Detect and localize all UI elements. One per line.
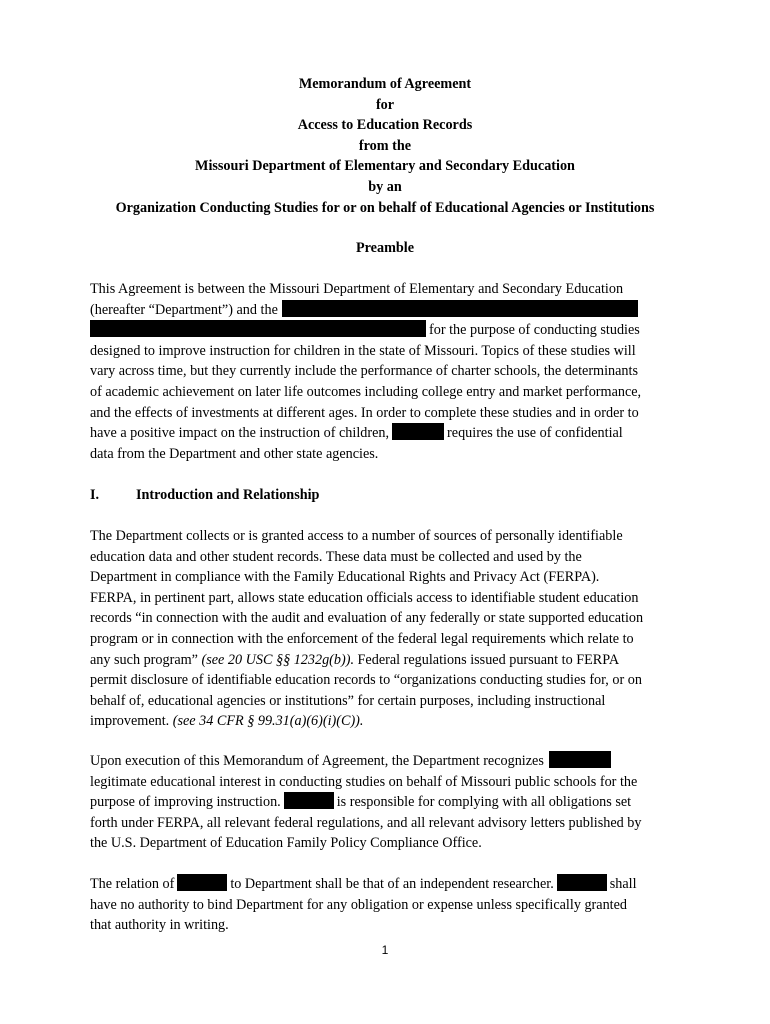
text-line: Department in compliance with the Family Educational Rights and Privacy Act (FERPA). (90, 569, 600, 586)
citation: (see 34 CFR § 99.31(a)(6)(i)(C)). (172, 713, 364, 730)
text-line: for the purpose of conducting studies (90, 320, 690, 341)
redaction-block (282, 300, 638, 317)
redaction-block (284, 792, 334, 809)
document-title (0, 74, 770, 218)
text-line: that authority in writing. (90, 917, 229, 934)
text-line: data from the Department and other state agencies. (90, 445, 379, 462)
text-line: any such program” (see 20 USC §§ 1232g(b)). Federal regulations issued pursuant to FERPA (90, 651, 620, 668)
title-line: Access to Education Records (297, 117, 473, 134)
text-line: vary across time, but they currently include the performance of charter schools, the determinants (90, 363, 638, 380)
redaction-block (177, 874, 227, 891)
text-line: forth under FERPA, all relevant federal regulations, and all relevant advisory letters published by (90, 814, 642, 831)
section-paragraph (90, 874, 690, 936)
section-heading (90, 485, 319, 506)
text-line: This Agreement is between the Missouri Department of Elementary and Secondary Education (90, 281, 624, 297)
text-line: Upon execution of this Memorandum of Agreement, the Department recognizes (90, 751, 690, 772)
text-line: FERPA, in pertinent part, allows state education officials access to identifiable student education (90, 589, 639, 606)
title-line: for (375, 96, 395, 113)
title-line: by an (368, 178, 402, 195)
title-line: Organization Conducting Studies for or on behalf of Educational Agencies or Institutions (115, 199, 655, 216)
text-line: and the effects of investments at different ages. In order to complete these studies and in order to (90, 404, 639, 421)
text-line: of academic achievement on later life outcomes including college entry and market performance, (90, 383, 642, 400)
text-line: behalf of, educational agencies or institutions” for certain purposes, including instructional (90, 692, 606, 709)
redaction-block (557, 874, 607, 891)
title-line: Missouri Department of Elementary and Secondary Education (195, 158, 575, 175)
text-line: purpose of improving instruction. is responsible for complying with all obligations set (90, 794, 632, 811)
redaction-block (90, 320, 426, 337)
title-line: from the (358, 137, 412, 154)
text-line: permit disclosure of identifiable education records to “organizations conducting studies for, or on (90, 672, 642, 689)
text-line: records “in connection with the audit and evaluation of any federally or state supported education (90, 610, 644, 627)
text-line: improvement. (see 34 CFR § 99.31(a)(6)(i)(C)). (90, 713, 364, 730)
title-line: Memorandum of Agreement (298, 76, 472, 92)
section-paragraph (90, 526, 690, 732)
citation: (see 20 USC §§ 1232g(b)). (201, 651, 354, 668)
text-line: designed to improve instruction for children in the state of Missouri. Topics of these studies will (90, 342, 636, 359)
section-paragraph (90, 751, 690, 854)
preamble-paragraph (90, 279, 690, 464)
page-number: 1 (381, 943, 389, 957)
preamble-heading: Preamble (355, 240, 415, 256)
redaction-block (549, 751, 611, 768)
redaction-block (392, 423, 444, 440)
text-line: (hereafter “Department”) and the (90, 300, 690, 321)
text-line: education data and other student records. These data must be collected and used by the (90, 548, 582, 565)
text-line: The Department collects or is granted access to a number of sources of personally identifiable (90, 528, 623, 544)
text-line: have a positive impact on the instruction of children, requires the use of confidential (90, 425, 623, 442)
text-line: The relation of to Department shall be that of an independent researcher. shall (90, 876, 637, 892)
section-number: I. (90, 487, 100, 503)
text-line: legitimate educational interest in conducting studies on behalf of Missouri public schools for the (90, 773, 638, 790)
text-line: program or in connection with the enforcement of the federal legal requirements which relate to (90, 630, 634, 647)
section-title: Introduction and Relationship (136, 487, 320, 503)
text-line: have no authority to bind Department for any obligation or expense unless specifically granted (90, 896, 627, 913)
text-line: the U.S. Department of Education Family Policy Compliance Office. (90, 835, 482, 852)
